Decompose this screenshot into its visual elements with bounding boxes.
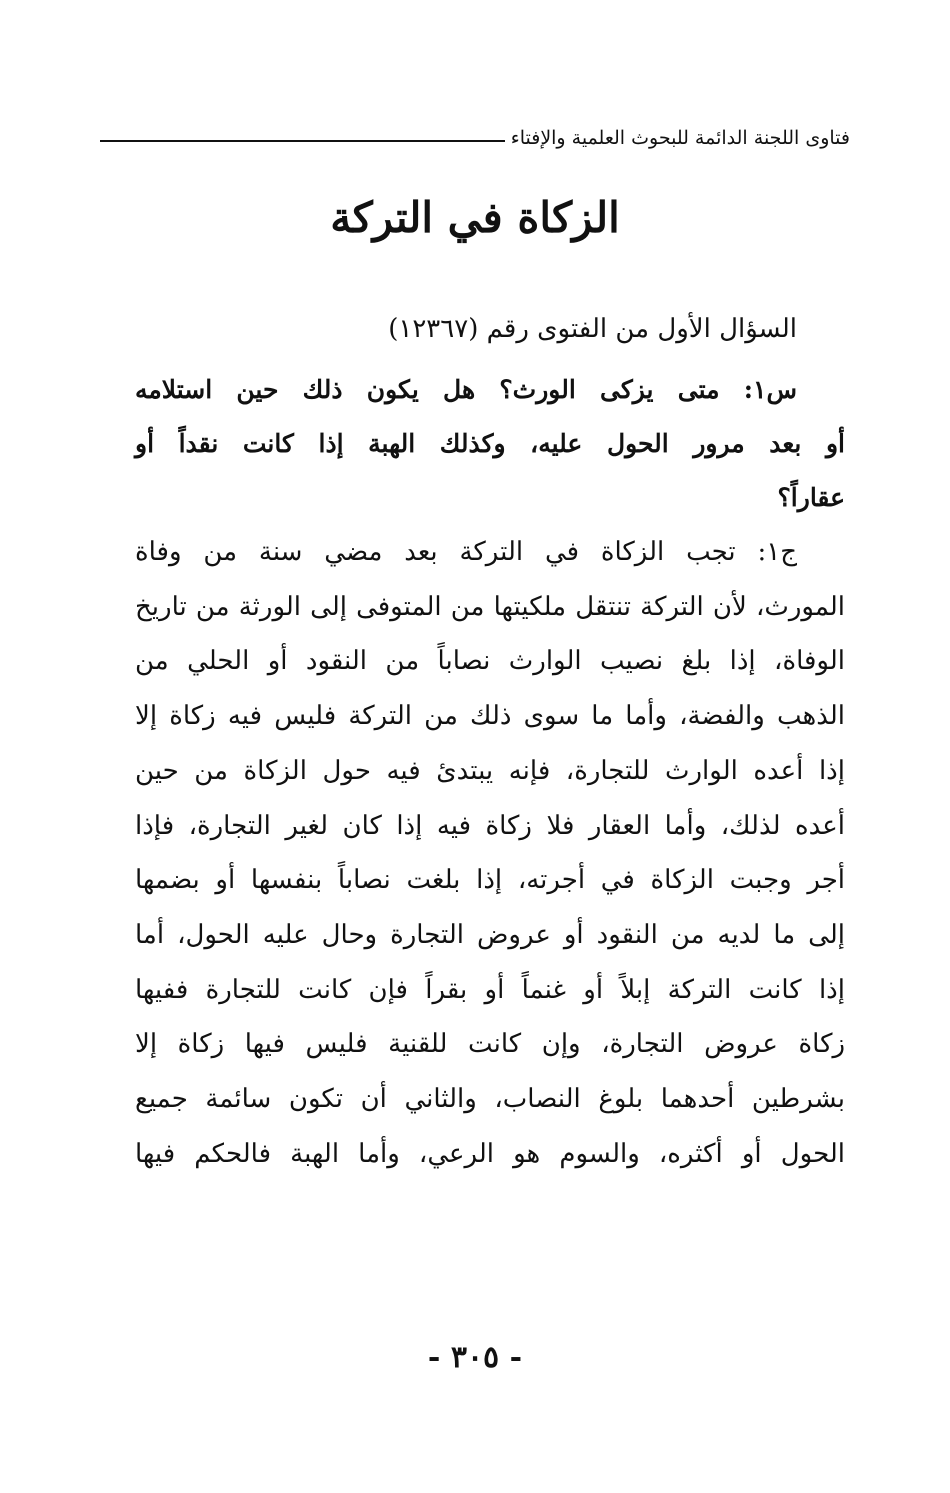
running-header [100, 118, 850, 158]
answer-line: إلى ما لديه من النقود أو عروض التجارة وحال عليه الحول، أما [135, 919, 845, 950]
running-header-title: فتاوى اللجنة الدائمة للبحوث العلمية والإفتاء [510, 127, 850, 149]
question-line: أو بعد مرور الحول عليه، وكذلك الهبة إذا كانت نقداً أو [135, 429, 845, 458]
answer-line: المورث، لأن التركة تنتقل ملكيتها من المتوفى إلى الورثة من تاريخ [135, 591, 845, 622]
answer-line: إذا كانت التركة إبلاً أو غنماً أو بقراً فإن كانت للتجارة ففيها [135, 974, 845, 1005]
answer-line: الحول أو أكثره، والسوم هو الرعي، وأما الهبة فالحكم فيها [135, 1138, 845, 1169]
answer-line: الوفاة، إذا بلغ نصيب الوارث نصاباً من النقود أو الحلي من [135, 646, 845, 677]
answer-line: إذا أعده الوارث للتجارة، فإنه يبتدئ فيه حول الزكاة من حين [135, 755, 845, 786]
page-title: الزكاة في التركة [330, 193, 620, 242]
answer-line: أجر وجبت الزكاة في أجرته، إذا بلغت نصاباً بنفسها أو بضمها [135, 865, 845, 896]
answer-line: ج١: تجب الزكاة في التركة بعد مضي سنة من وفاة [135, 537, 797, 567]
page-number: - ٣٠٥ - [427, 1340, 523, 1375]
fatwa-reference: السؤال الأول من الفتوى رقم (١٢٣٦٧) [388, 314, 797, 344]
answer-block [135, 525, 845, 1181]
answer-line: زكاة عروض التجارة، وإن كانت للقنية فليس فيها زكاة إلا [135, 1029, 845, 1060]
answer-line: أعده لذلك، وأما العقار فلا زكاة فيه إذا كان لغير التجارة، فإذا [135, 810, 845, 841]
answer-line: الذهب والفضة، وأما ما سوى ذلك من التركة فليس فيه زكاة إلا [135, 701, 845, 732]
header-rule [100, 140, 505, 142]
question-line: س١: متى يزكى الورث؟ هل يكون ذلك حين استلامه [135, 375, 797, 404]
question-line: عقاراً؟ [777, 483, 845, 512]
question-block [135, 363, 845, 525]
content-body [135, 305, 845, 1181]
answer-line: بشرطين أحدهما بلوغ النصاب، والثاني أن تكون سائمة جميع [135, 1084, 845, 1115]
